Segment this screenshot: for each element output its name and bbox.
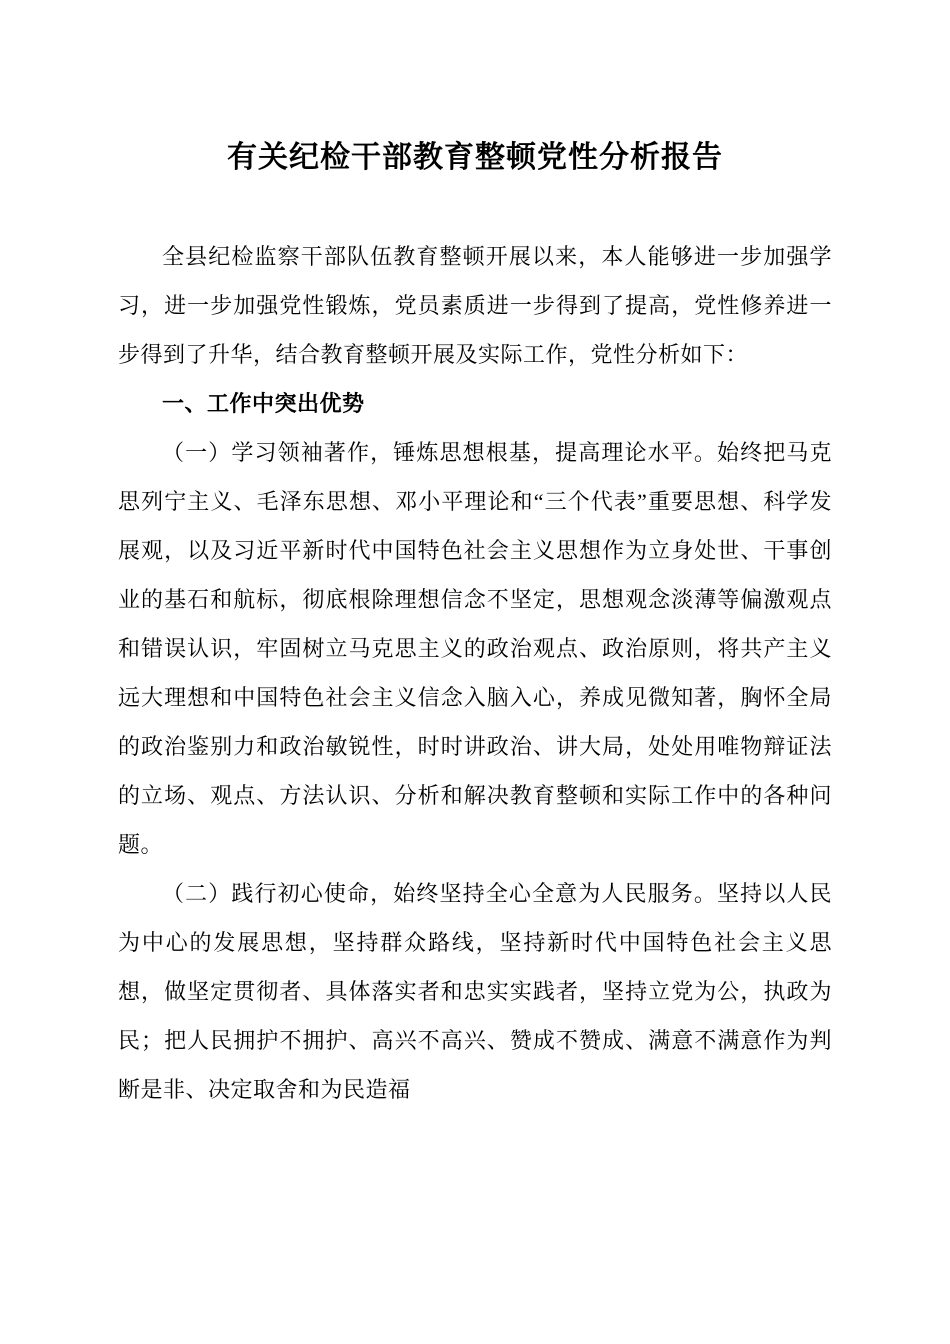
paragraph-advantage-2: （二）践行初心使命，始终坚持全心全意为人民服务。坚持以人民为中心的发展思想，坚持群众路线，坚持新时代中国特色社会主义思想，做坚定贯彻者、具体落实者和忠实实践者，坚持立党为公，执政为民；把人民拥护不拥护、高兴不高兴、赞成不赞成、满意不满意作为判断是非、决定取舍和为民造福 <box>118 881 832 1102</box>
section-heading-1: 一、工作中突出优势 <box>162 391 365 416</box>
paragraph-advantage-1: （一）学习领袖著作，锤炼思想根基，提高理论水平。始终把马克思列宁主义、毛泽东思想、邓小平理论和“三个代表”重要思想、科学发展观，以及习近平新时代中国特色社会主义思想作为立身处世、干事创业的基石和航标，彻底根除理想信念不坚定，思想观念淡薄等偏激观点和错误认识，牢固树立马克思主义的政治观点、政治原则，将共产主义远大理想和中国特色社会主义信念入脑入心，养成见微知著，胸怀全局的政治鉴别力和政治敏锐性，时时讲政治、讲大局，处处用唯物辩证法的立场、观点、方法认识、分析和解决教育整顿和实际工作中的各种问题。 <box>118 440 832 857</box>
document-title: 有关纪检干部教育整顿党性分析报告 <box>227 141 723 174</box>
intro-paragraph: 全县纪检监察干部队伍教育整顿开展以来，本人能够进一步加强学习，进一步加强党性锻炼，党员素质进一步得到了提高，党性修养进一步得到了升华，结合教育整顿开展及实际工作，党性分析如下： <box>118 244 832 367</box>
